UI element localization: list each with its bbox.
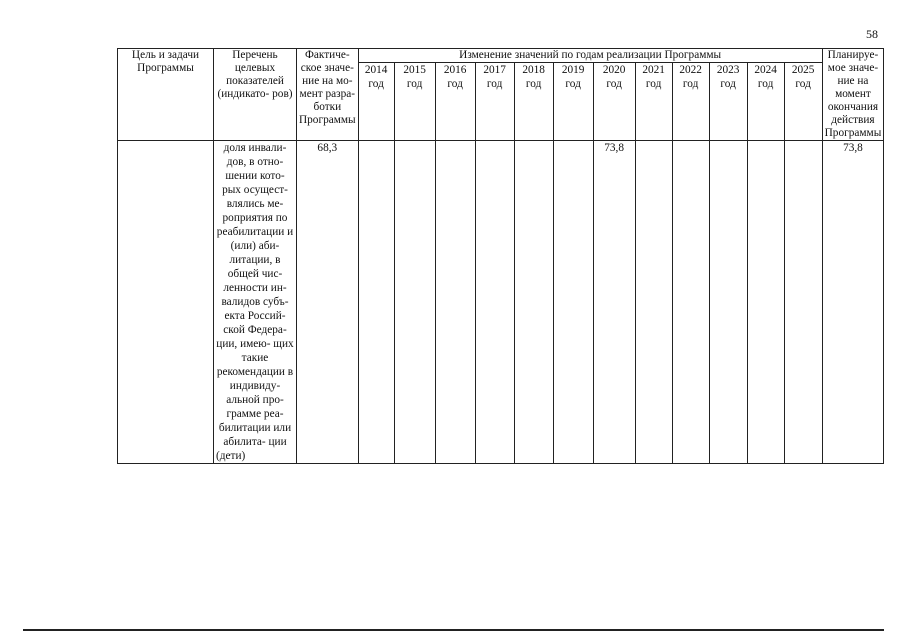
- header-year: 2024 год: [747, 63, 784, 141]
- page-bottom-rule: [23, 629, 884, 631]
- header-planned-value: Планируе- мое значе- ние на момент окончания действия Программы: [822, 49, 884, 141]
- cell-value: [553, 141, 593, 464]
- page-number: 58: [866, 27, 878, 41]
- cell-value: [635, 141, 672, 464]
- cell-indicator: доля инвали- дов, в отно- шении кото- рых осущест- влялись ме- роприятия по реабилитации и (или) аби- литации, в общей чис- ленности ин- валидов субъ- екта Россий- ской Федера- ции, имею- щих такие рекомендации в индивиду- альной про- грамме реа- билитации или абилита- ции (дети): [214, 141, 297, 464]
- header-year: 2017 год: [475, 63, 514, 141]
- cell-value: 73,8: [593, 141, 635, 464]
- header-year: 2015 год: [394, 63, 435, 141]
- cell-value: [747, 141, 784, 464]
- header-year: 2016 год: [435, 63, 475, 141]
- program-indicators-table: [117, 48, 884, 464]
- header-goal: Цель и задачи Программы: [118, 49, 214, 141]
- header-year: 2014 год: [358, 63, 394, 141]
- cell-actual: 68,3: [297, 141, 359, 464]
- cell-value: [514, 141, 553, 464]
- header-year: 2018 год: [514, 63, 553, 141]
- header-actual-value: Фактиче- ское значе- ние на мо- мент разра- ботки Программы: [297, 49, 359, 141]
- cell-value: [784, 141, 822, 464]
- header-year: 2020 год: [593, 63, 635, 141]
- header-indicators: Перечень целевых показателей (индикато- ров): [214, 49, 297, 141]
- cell-goal: [118, 141, 214, 464]
- header-year: 2021 год: [635, 63, 672, 141]
- cell-value: [475, 141, 514, 464]
- table-row: [118, 141, 884, 464]
- cell-planned: 73,8: [822, 141, 884, 464]
- header-year: 2023 год: [709, 63, 747, 141]
- header-year: 2019 год: [553, 63, 593, 141]
- cell-value: [672, 141, 709, 464]
- cell-value: [358, 141, 394, 464]
- cell-value: [435, 141, 475, 464]
- header-yearly-change: Изменение значений по годам реализации Программы: [358, 49, 822, 63]
- header-year: 2025 год: [784, 63, 822, 141]
- cell-value: [394, 141, 435, 464]
- cell-value: [709, 141, 747, 464]
- header-year: 2022 год: [672, 63, 709, 141]
